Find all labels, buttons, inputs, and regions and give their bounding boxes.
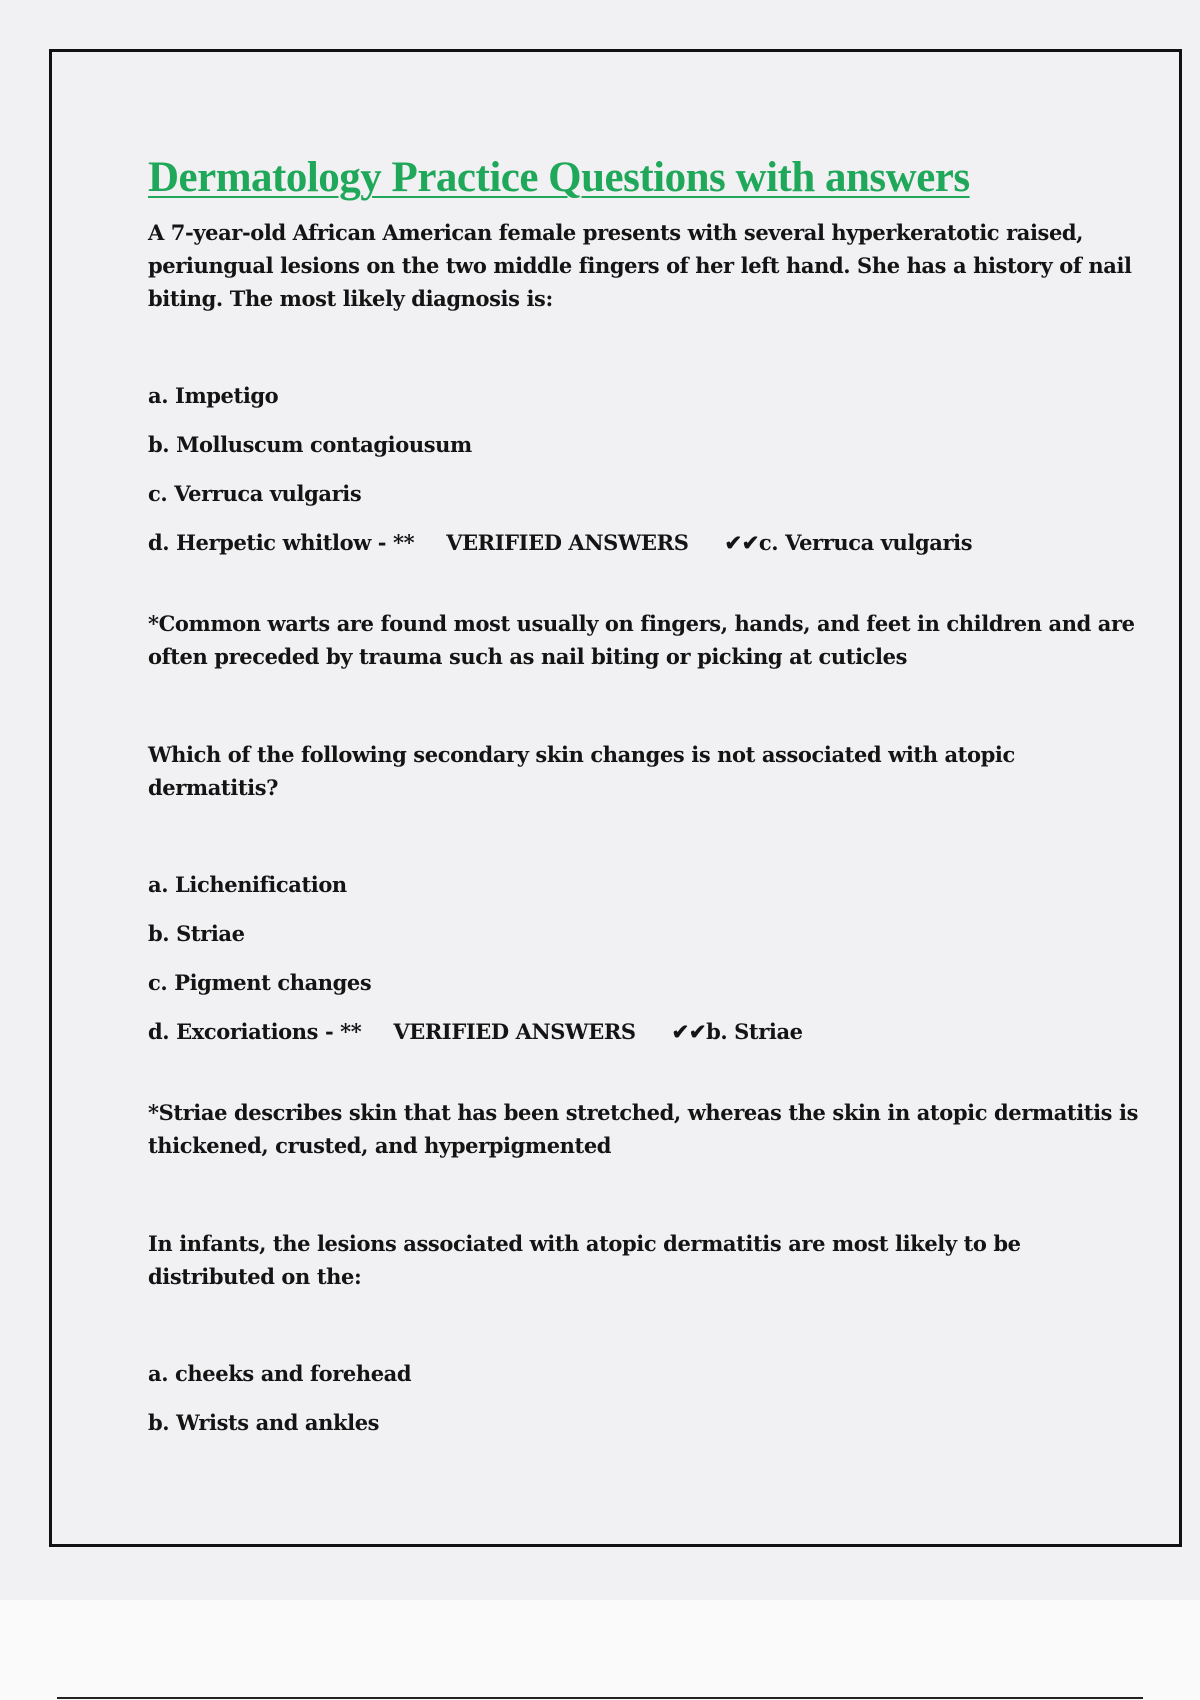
question-stem: In infants, the lesions associated with atopic dermatitis are most likely to be distributed on the: <box>148 1231 1021 1289</box>
verified-answers-label: VERIFIED ANSWERS <box>446 530 689 555</box>
document-title: Dermatology Practice Questions with answers <box>148 154 970 201</box>
answer-option: a. cheeks and forehead <box>148 1361 412 1386</box>
answer-option: b. Molluscum contagiousum <box>148 432 472 457</box>
answer-explanation: *Striae describes skin that has been stretched, whereas the skin in atopic dermatitis is thickened, crusted, and hyperpigmented <box>148 1100 1139 1158</box>
answer-option: c. Pigment changes <box>148 970 372 995</box>
answer-option: d. Herpetic whitlow - ** <box>148 530 415 555</box>
answer-option: a. Lichenification <box>148 872 347 897</box>
answer-explanation: *Common warts are found most usually on fingers, hands, and feet in children and are often preceded by trauma such as nail biting or picking at cuticles <box>148 611 1135 669</box>
answer-option: b. Wrists and ankles <box>148 1410 380 1435</box>
correct-answer: ✔✔b. Striae <box>671 1019 803 1044</box>
page-footer <box>0 1600 1200 1700</box>
answer-option-with-key <box>148 526 1148 575</box>
answer-option: c. Verruca vulgaris <box>148 481 362 506</box>
question-stem: A 7-year-old African American female presents with several hyperkeratotic raised, periungual lesions on the two middle fingers of her left hand. She has a history of nail biting. The most likely diagnosis is: <box>148 220 1132 311</box>
correct-answer: ✔✔c. Verruca vulgaris <box>724 530 973 555</box>
answer-option: d. Excoriations - ** <box>148 1019 362 1044</box>
question-stem: Which of the following secondary skin changes is not associated with atopic dermatitis? <box>148 742 1015 800</box>
footer-divider <box>57 1697 1143 1699</box>
document-page <box>49 49 1182 1547</box>
answer-option: b. Striae <box>148 921 245 946</box>
answer-option: a. Impetigo <box>148 383 279 408</box>
answer-option-with-key <box>148 1015 1148 1064</box>
verified-answers-label: VERIFIED ANSWERS <box>393 1019 636 1044</box>
document-content <box>148 152 1148 1455</box>
